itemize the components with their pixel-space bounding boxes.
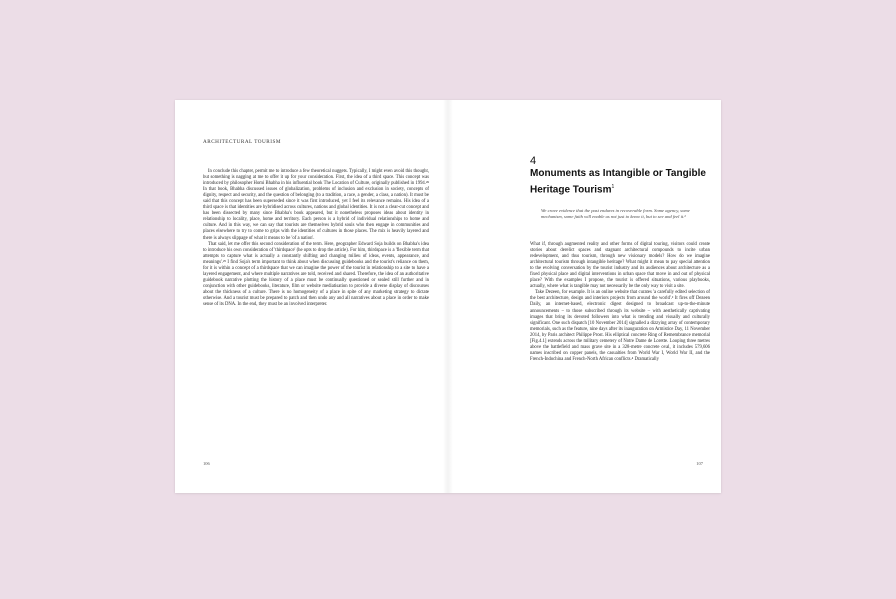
page-number: 106 (203, 461, 210, 466)
left-page (175, 100, 448, 493)
footnote-marker: 1 (611, 183, 615, 190)
chapter-number: 4 (530, 155, 537, 167)
chapter-title-text: Monuments as Intangible or Tangible Heritage Tourism (530, 168, 706, 195)
right-page (448, 100, 721, 493)
running-head: ARCHITECTURAL TOURISM (203, 139, 281, 145)
book-spread (175, 100, 721, 493)
paragraph: Take Dezeen, for example. It is an online website that curates 'a carefully edited selection of the best architecture, design and interiors projects from around the world'.³ It fires off Dezeen Daily, an internet-based, electronic digest designed to broadcast up-to-the-minute announcements – to those subscribed through its website – with aesthetically captivating images that bring its devoted followers into what is trending and visually and culturally significant. One such dispatch [10 November 2014] signalled a dizzying array of contemporary memorials, such as the feature, nine days after its inauguration on Armistice Day, 11 November 2014, by Paris architect Philippe Prost. His elliptical concrete Ring of Remembrance memorial [Fig.4.1] extends across the military cemetery of Notre Dame de Lorette. Looping three metres above the battlefield and mass grave site in a 328-metre concrete oval, it includes 579,606 names inscribed on copper panels, the casualties from World War I, World War II, and the French-Indochina and French-North African conflicts.⁴ Dramatically (530, 290, 710, 362)
paragraph: In conclude this chapter, permit me to introduce a few theoretical nuggets. Typically, I might even avoid this thought, but something is nagging at me to offer it up for your consideration. First, the idea of a third space. This concept was introduced by philosopher Homi Bhabha in his influential book The Location of Culture, originally published in 1994.²⁸ In that book, Bhabha discussed issues of globalization, problems of inclusion and exclusion in society, concepts of dignity, respect and security, and the question of belonging (to a tradition, a race, a gender, a class, a nation). It must be said that this concept has been superseded since it was first introduced, yet I feel its relevance remains. His idea of a third space is that identities are hybridised across cultures, nations and global identities. It is not a clear-cut concept and has been dissected by many since Bhabha's book appeared, but it nonetheless proposes ideas about identity in relationship to locality, place, home and territory. Each person is a hybrid of individual relationships to home and culture. And in this way, we can say that tourists are themselves hybrid souls who then engage in communities and places elsewhere to try to come to grips with the identities of cultures in those places. The mix is heavily layered and there is always slippage of what it means to be 'of a nation'. (203, 169, 429, 241)
chapter-title (530, 168, 710, 196)
paragraph: What if, through augmented reality and other forms of digital touring, visitors could create stories about derelict spaces and stagnant architectural compounds to incite urban redevelopment, and thus tourism, through new visionary models? How do we imagine architectural tourism through intangible heritage? What might it mean to pay special attention to the evolving conversation by the tourist industry and its audiences about architecture as a fixed physical place and digital interventions in urban space that move in and out of physical place? With the examples I propose, the tourist is offered situations, various playbooks, actually, where what is tangible may not necessarily be the only way to visit a site. (530, 242, 710, 290)
paragraph: That said, let me offer this second consideration of the term. Here, geographer Edward Soja builds on Bhabha's idea to introduce his own consideration of 'thirdspace' (he opts to drop the article). For him, thirdspace is a 'flexible term that attempts to capture what is actually a constantly shifting and changing milieu of ideas, events, appearance, and meanings'.²⁹ I find Soja's term important to think about when discussing guidebooks and the tourist's reliance on them, for it is within a concept of a thirdspace that we can imagine the power of the tourist in relationship to a site to have a layered engagement, and where multiple narratives are told, received and shared. Therefore, the idea of an authoritative guidebook narrative plotting the history of a place must be continually questioned or sealed still further and in conjunction with other guidebooks, literature, film or website mediatisation to provide a diverse display of discourses about the thickness of a culture. There is no homogeneity of a place in spite of any marketing strategy to dictate otherwise. And a tourist must be prepared to patch and then undo any and all narratives about a place in order to make sense of its DNA. In the end, they must be an involved interpreter. (203, 241, 429, 308)
right-body-text (530, 242, 710, 363)
epigraph: We crave evidence that the past endures in recoverable form. Some agency, some mechanism, some faith will enable us not just to know it, but to see and feel it.² (541, 208, 690, 220)
page-number: 107 (696, 461, 703, 466)
left-body-text (203, 169, 429, 308)
